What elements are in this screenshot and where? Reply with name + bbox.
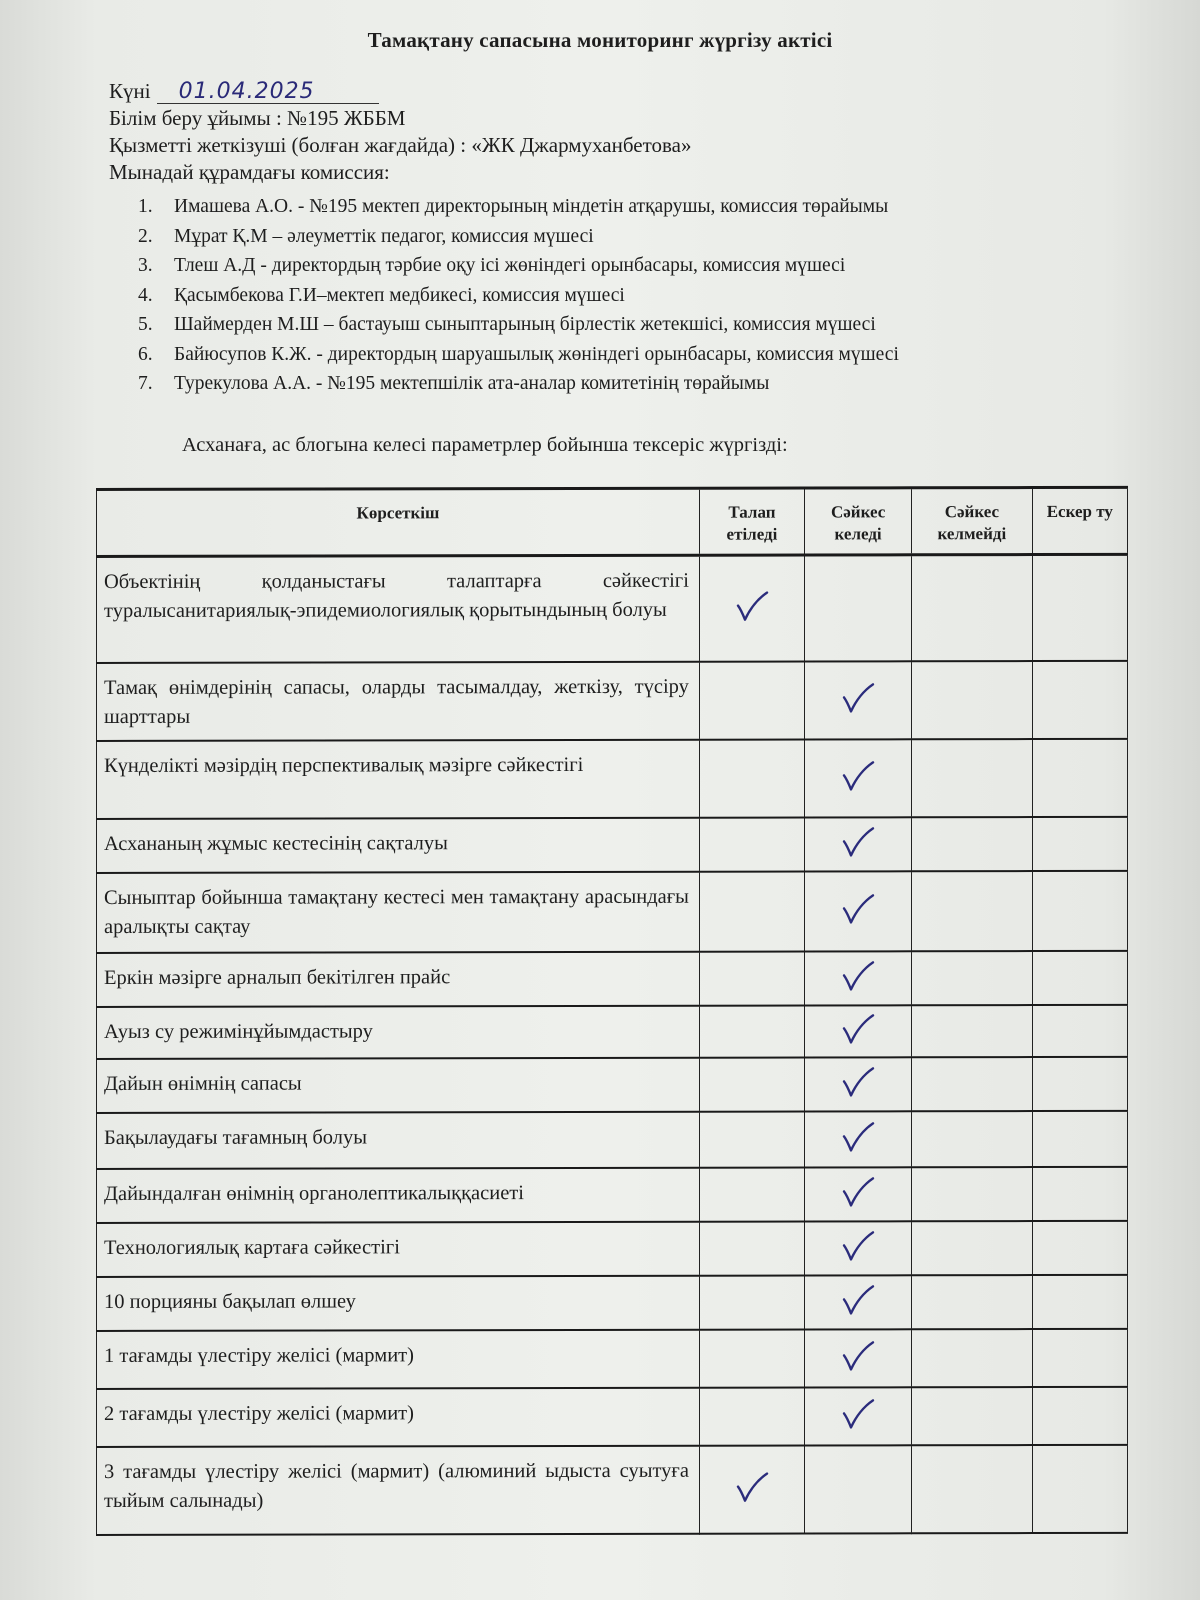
noncompliant-cell	[912, 1445, 1032, 1533]
table-row	[97, 1274, 1128, 1330]
header-indicator: Көрсеткіш	[97, 488, 700, 556]
document-meta	[109, 78, 691, 186]
compliant-cell	[805, 1057, 912, 1111]
note-cell	[1032, 950, 1127, 1004]
commission-member	[138, 369, 899, 399]
required-cell	[699, 1387, 804, 1445]
header-note: Ескер ту	[1032, 487, 1127, 554]
required-cell	[699, 1329, 804, 1387]
member-number: 6.	[138, 343, 153, 365]
compliant-cell	[805, 1329, 912, 1387]
compliant-cell	[805, 1275, 912, 1329]
required-cell	[699, 1111, 804, 1167]
compliant-cell	[805, 661, 912, 739]
indicator-cell: Еркін мәзірге арналып бекітілген прайс	[97, 951, 700, 1006]
checkmark-icon	[840, 1338, 876, 1372]
checkmark-icon	[840, 891, 876, 925]
note-cell	[1032, 738, 1127, 816]
table-row	[97, 1386, 1128, 1446]
note-cell	[1032, 1444, 1127, 1532]
member-number: 3.	[138, 255, 153, 276]
noncompliant-cell	[912, 871, 1032, 951]
noncompliant-cell	[912, 1221, 1032, 1275]
required-cell	[699, 1445, 804, 1533]
date-row	[109, 78, 691, 105]
table-row	[97, 1056, 1128, 1112]
inspection-intro: Асханаға, ас блогына келесі параметрлер бойынша тексеріс жүргізді:	[182, 434, 788, 456]
noncompliant-cell	[912, 817, 1032, 871]
indicator-cell: 1 тағамды үлестіру желісі (мармит)	[97, 1329, 700, 1388]
member-text: Шаймерден М.Ш – бастауыш сыныптарының бірлестік жетекшісі, комиссия мүшесі	[174, 314, 876, 335]
indicator-cell: Бақылаудағы тағамның болуы	[97, 1111, 700, 1168]
compliant-cell	[805, 555, 912, 661]
required-cell	[699, 871, 804, 951]
member-text: Байюсупов К.Ж. - директордың шаруашылық жөніндегі орынбасары, комиссия мүшесі	[174, 343, 899, 365]
table-row	[97, 1220, 1128, 1276]
checkmark-icon	[840, 1064, 876, 1098]
noncompliant-cell	[912, 1005, 1032, 1057]
indicator-cell: Тамақ өнімдерінің сапасы, оларды тасымалдау, жеткізу, түсіру шарттары	[97, 661, 700, 740]
checkmark-icon	[840, 1228, 876, 1262]
indicator-cell: Асхананың жұмыс кестесінің сақталуы	[97, 817, 700, 872]
provider-label: Қызметті жеткізуші (болған жағдайда) :	[109, 133, 467, 157]
organization-value: №195 ЖББМ	[287, 106, 406, 130]
note-cell	[1032, 1328, 1127, 1386]
checkmark-icon	[840, 1396, 876, 1430]
compliant-cell	[805, 817, 912, 871]
table-row	[97, 1166, 1128, 1222]
required-cell	[699, 661, 804, 739]
table-row	[97, 1328, 1128, 1388]
noncompliant-cell	[912, 1275, 1032, 1329]
required-cell	[699, 1057, 804, 1111]
compliant-cell	[805, 1111, 912, 1167]
compliant-cell	[805, 1005, 912, 1057]
noncompliant-cell	[912, 1387, 1032, 1445]
noncompliant-cell	[912, 1111, 1032, 1167]
commission-member	[138, 340, 899, 370]
table-row	[97, 950, 1128, 1006]
indicator-cell: 10 порцияны бақылап өлшеу	[97, 1275, 700, 1330]
commission-members-list	[138, 192, 899, 399]
checkmark-icon	[840, 824, 876, 858]
required-cell	[699, 951, 804, 1005]
checkmark-icon	[840, 758, 876, 792]
indicator-cell: 2 тағамды үлестіру желісі (мармит)	[97, 1387, 700, 1446]
date-label: Күні	[109, 79, 151, 103]
document-title: Тамақтану сапасына мониторинг жүргізу актісі	[367, 28, 833, 52]
required-cell	[699, 1167, 804, 1221]
noncompliant-cell	[912, 661, 1032, 739]
note-cell	[1032, 1004, 1127, 1056]
compliant-cell	[805, 951, 912, 1005]
organization-row	[109, 105, 691, 132]
member-text: Тлеш А.Д - директордың тәрбие оқу ісі жөніндегі орынбасары, комиссия мүшесі	[174, 255, 846, 276]
commission-label: Мынадай құрамдағы комиссия:	[109, 160, 390, 184]
required-cell	[699, 1005, 804, 1057]
indicator-cell: Сыныптар бойынша тамақтану кестесі мен тамақтану арасындағы аралықты сақтау	[97, 871, 700, 952]
indicator-cell: Технологиялық картаға сәйкестігі	[97, 1221, 700, 1276]
indicator-cell: Ауыз су режимінұйымдастыру	[97, 1005, 700, 1058]
member-text: Мұрат Қ.М – әлеуметтік педагог, комиссия мүшесі	[174, 225, 594, 247]
member-number: 1.	[138, 196, 153, 217]
header-noncompliant: Сәйкес келмейді	[912, 488, 1032, 555]
member-number: 4.	[138, 284, 153, 306]
note-cell	[1032, 1386, 1127, 1444]
noncompliant-cell	[912, 951, 1032, 1005]
note-cell	[1032, 1056, 1127, 1110]
indicator-cell: Дайын өнімнің сапасы	[97, 1057, 700, 1112]
member-number: 2.	[138, 225, 153, 247]
checkmark-icon	[840, 1174, 876, 1208]
inspection-table	[96, 486, 1128, 1536]
noncompliant-cell	[912, 739, 1032, 817]
note-cell	[1032, 1166, 1127, 1220]
compliant-cell	[805, 739, 912, 817]
required-cell	[699, 1275, 804, 1329]
checkmark-icon	[734, 1469, 770, 1503]
table-row	[97, 1444, 1128, 1534]
checkmark-icon	[840, 958, 876, 992]
compliant-cell	[805, 1445, 912, 1533]
checkmark-icon	[840, 680, 876, 714]
indicator-cell: Объектінің қолданыстағы талаптарға сәйкестігі туралысанитариялық-эпидемиологиялық қорытындының болуы	[97, 555, 700, 662]
required-cell	[699, 1221, 804, 1275]
member-text: Қасымбекова Г.И–мектеп медбикесі, комиссия мүшесі	[174, 284, 625, 306]
compliant-cell	[805, 1387, 912, 1445]
table-row	[97, 738, 1128, 818]
compliant-cell	[805, 871, 912, 951]
commission-member	[138, 251, 899, 281]
noncompliant-cell	[912, 555, 1032, 661]
header-required: Талап етіледі	[699, 488, 804, 555]
note-cell	[1032, 1220, 1127, 1274]
table-row	[97, 870, 1128, 952]
commission-member	[138, 222, 899, 252]
table-row	[97, 660, 1128, 740]
table-row	[97, 1004, 1128, 1058]
table-row	[97, 1110, 1128, 1168]
indicator-cell: Дайындалған өнімнің органолептикалыққасиеті	[97, 1167, 700, 1222]
note-cell	[1032, 816, 1127, 870]
required-cell	[699, 555, 804, 661]
required-cell	[699, 739, 804, 817]
member-text: Имашева А.О. - №195 мектеп директорының міндетін атқарушы, комиссия төрайымы	[174, 196, 889, 217]
indicator-cell: Күнделікті мәзірдің перспективалық мәзірге сәйкестігі	[97, 739, 700, 818]
member-number: 5.	[138, 314, 153, 335]
noncompliant-cell	[912, 1057, 1032, 1111]
required-cell	[699, 817, 804, 871]
provider-row	[109, 132, 691, 159]
note-cell	[1032, 554, 1127, 660]
note-cell	[1032, 870, 1127, 950]
checkmark-icon	[840, 1282, 876, 1316]
member-number: 7.	[138, 373, 153, 394]
note-cell	[1032, 1110, 1127, 1166]
checkmark-icon	[840, 1119, 876, 1153]
commission-member	[138, 281, 899, 311]
note-cell	[1032, 1274, 1127, 1328]
checkmark-icon	[734, 588, 770, 622]
commission-member	[138, 192, 899, 222]
provider-value: «ЖК Джармуханбетова»	[471, 133, 692, 157]
member-text: Турекулова А.А. - №195 мектепшілік ата-аналар комитетінің төрайымы	[174, 373, 770, 394]
noncompliant-cell	[912, 1167, 1032, 1221]
table-header-row	[97, 487, 1128, 556]
checkmark-icon	[840, 1011, 876, 1045]
compliant-cell	[805, 1221, 912, 1275]
note-cell	[1032, 660, 1127, 738]
indicator-cell: 3 тағамды үлестіру желісі (мармит) (алюминий ыдыста суытуға тыйым салынады)	[97, 1445, 700, 1534]
compliant-cell	[805, 1167, 912, 1221]
header-compliant: Сәйкес келеді	[805, 488, 912, 555]
table-row	[97, 816, 1128, 872]
commission-member	[138, 310, 899, 340]
noncompliant-cell	[912, 1329, 1032, 1387]
organization-label: Білім беру ұйымы :	[109, 106, 282, 130]
table-row	[97, 554, 1128, 662]
date-value: 01.04.2025	[157, 81, 379, 104]
